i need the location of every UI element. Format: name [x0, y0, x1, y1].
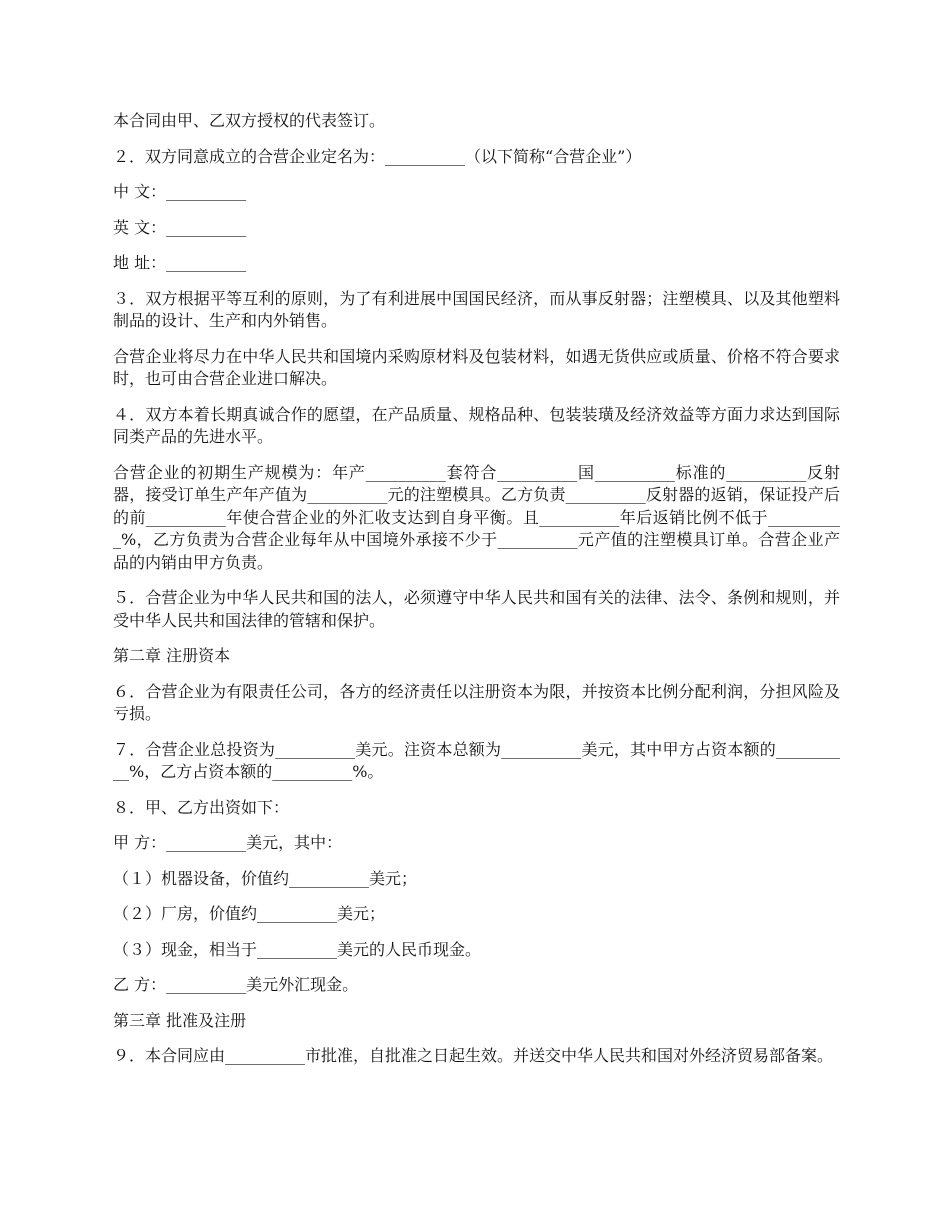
- contribution-item-cash: （３）现金，相当于__________美元的人民币现金。: [113, 939, 482, 959]
- chinese-name-field: 中 文：__________: [113, 182, 247, 201]
- signing-clause: 本合同由甲、乙双方授权的代表签订。: [113, 111, 386, 130]
- address-field: 地 址：__________: [113, 253, 247, 272]
- chapter-2-heading: 第二章 注册资本: [113, 646, 231, 665]
- clause-6-limited-liability: ６．合营企业为有限责任公司，各方的经济责任以注册资本为限，并按资本比例分配利润，分担风险及亏损。: [113, 681, 840, 723]
- party-a-contribution: 甲 方：__________美元，其中：: [113, 833, 343, 852]
- clause-7-total-investment: ７．合营企业总投资为__________美元。注资本总额为__________美元，其中甲方占资本额的__________%，乙方占资本额的__________%。: [113, 739, 840, 781]
- document-page: [113, 110, 840, 1081]
- clause-4-quality-goal: ４．双方本着长期真诚合作的愿望，在产品质量、规格品种、包装装璜及经济效益等方面力求达到国际同类产品的先进水平。: [113, 404, 840, 446]
- party-b-contribution: 乙 方：__________美元外汇现金。: [113, 975, 359, 994]
- contribution-item-machinery: （１）机器设备，价值约__________美元；: [113, 868, 418, 888]
- clause-5-legal-person: ５．合营企业为中华人民共和国的法人，必须遵守中华人民共和国有关的法律、法令、条例和规则，并受中华人民共和国法律的管辖和保护。: [113, 588, 840, 630]
- clause-8-contributions: ８．甲、乙方出资如下：: [113, 797, 290, 817]
- procurement-paragraph: 合营企业将尽力在中华人民共和国境内采购原材料及包装材料，如遇无货供应或质量、价格不符合要求时，也可由合营企业进口解决。: [113, 346, 840, 388]
- clause-9-approval: ９．本合同应由__________市批准，自批准之日起生效。并送交中华人民共和国对外经济贸易部备案。: [113, 1046, 834, 1065]
- clause-2-joint-venture-name: ２．双方同意成立的合营企业定名为：__________（以下简称“合营企业”）: [113, 146, 642, 166]
- chapter-3-heading: 第三章 批准及注册: [113, 1010, 247, 1030]
- contribution-item-plant: （２）厂房，价值约__________美元；: [113, 904, 386, 923]
- production-scale-paragraph: 合营企业的初期生产规模为：年产__________套符合__________国__________标准的__________反射器，接受订单生产年产值为__________元的注塑模具。乙方负责__________反射器的返销，保证投产后的前__________年使合营企业的外汇收支达到自身平衡。且__________年后返销比例不低于__________%，乙方负责为合营企业每年从中国境外承接不少于__________元产值的注塑模具订单。合营企业产品的内销由甲方负责。: [113, 462, 840, 572]
- clause-3-business-scope: ３．双方根据平等互利的原则，为了有利进展中国国民经济，而从事反射器；注塑模具、以及其他塑料制品的设计、生产和内外销售。: [113, 288, 840, 330]
- english-name-field: 英 文：__________: [113, 217, 247, 237]
